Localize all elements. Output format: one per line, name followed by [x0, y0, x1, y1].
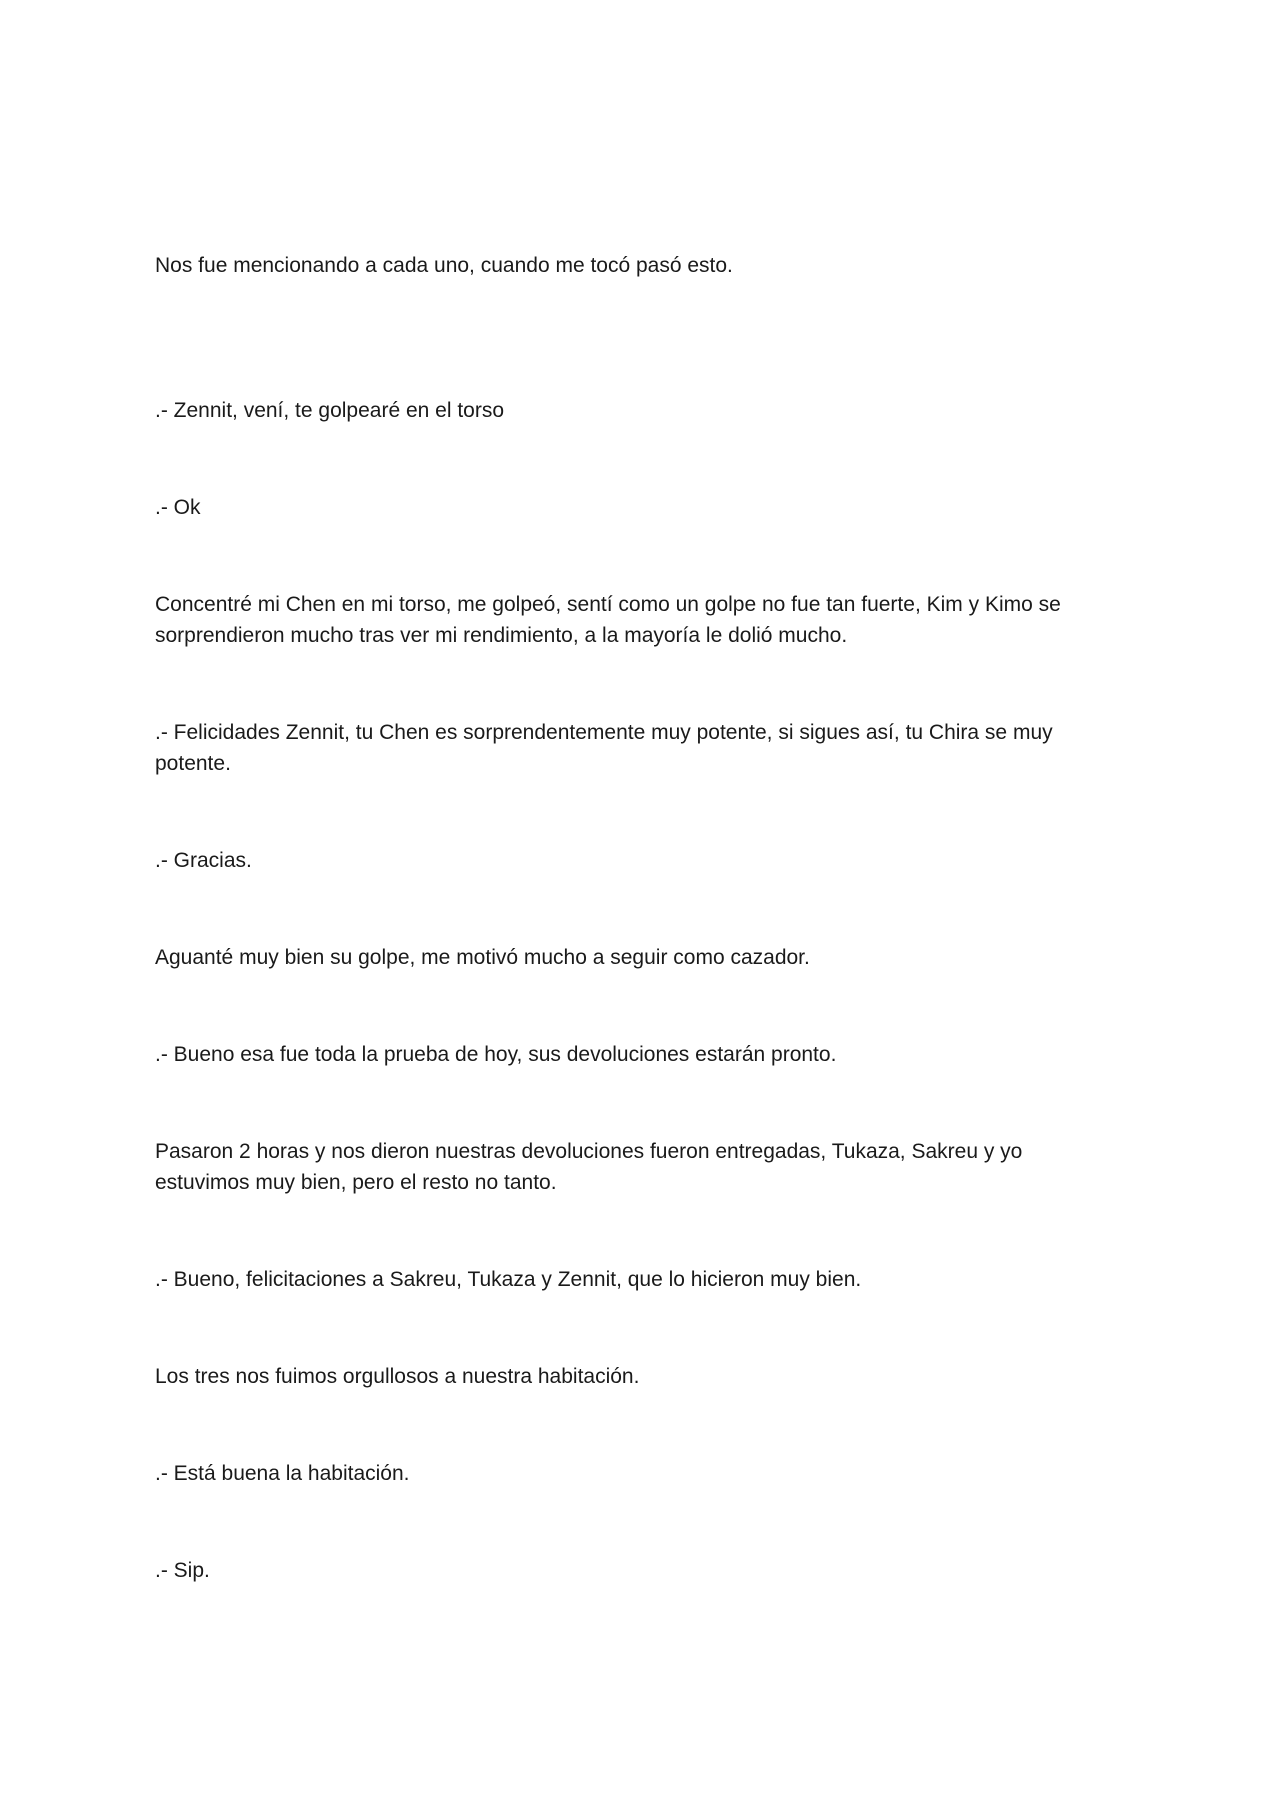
- paragraph-7: Aguanté muy bien su golpe, me motivó mucho a seguir como cazador.: [155, 946, 810, 969]
- paragraph-6: .- Gracias.: [155, 849, 252, 872]
- paragraph-13: .- Sip.: [155, 1559, 210, 1582]
- paragraph-4: Concentré mi Chen en mi torso, me golpeó, sentí como un golpe no fue tan fuerte, Kim y Kimo se sorprendieron mucho tras ver mi rendimiento, a la mayoría le dolió mucho.: [155, 593, 1061, 647]
- paragraph-8: .- Bueno esa fue toda la prueba de hoy, sus devoluciones estarán pronto.: [155, 1043, 837, 1066]
- paragraph-1: Nos fue mencionando a cada uno, cuando me tocó pasó esto.: [155, 254, 733, 277]
- paragraph-11: Los tres nos fuimos orgullosos a nuestra habitación.: [155, 1365, 640, 1388]
- paragraph-12: .- Está buena la habitación.: [155, 1462, 410, 1485]
- paragraph-3: .- Ok: [155, 496, 201, 519]
- paragraph-2: .- Zennit, vení, te golpearé en el torso: [155, 399, 505, 422]
- paragraph-5: .- Felicidades Zennit, tu Chen es sorprendentemente muy potente, si sigues así, tu Chira se muy potente.: [155, 721, 1053, 775]
- paragraph-10: .- Bueno, felicitaciones a Sakreu, Tukaza y Zennit, que lo hicieron muy bien.: [155, 1268, 862, 1291]
- paragraph-9: Pasaron 2 horas y nos dieron nuestras devoluciones fueron entregadas, Tukaza, Sakreu y yo estuvimos muy bien, pero el resto no tanto.: [155, 1140, 1023, 1194]
